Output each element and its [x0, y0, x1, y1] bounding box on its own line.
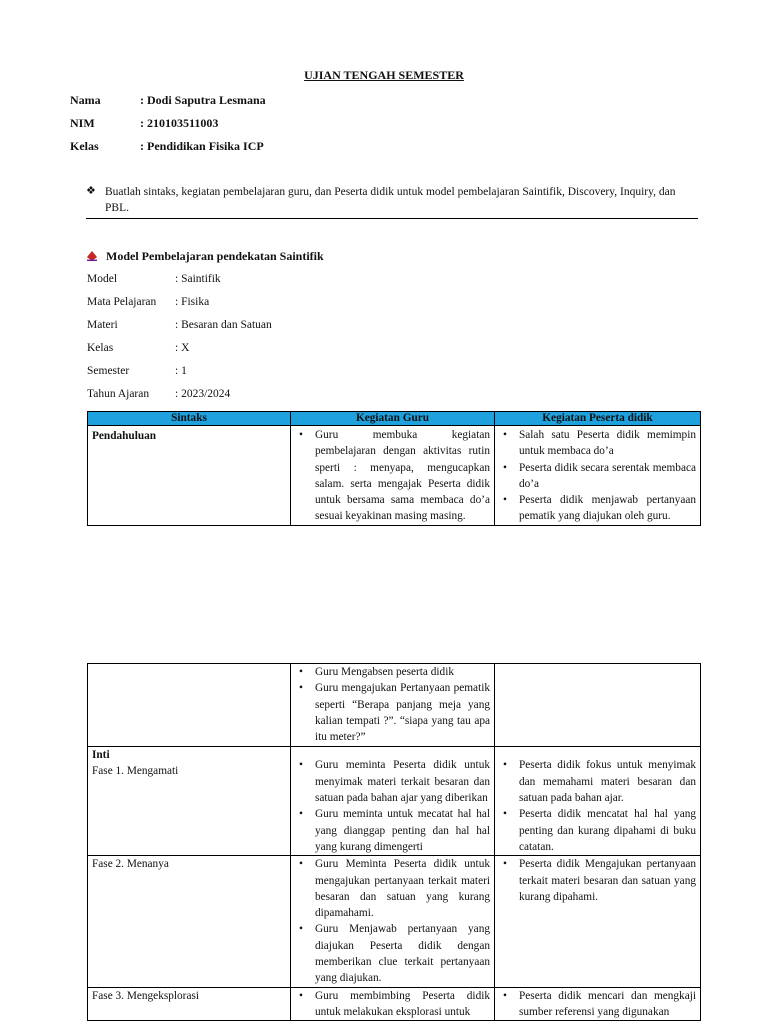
- list-item: • Guru mengajukan Pertanyaan pematik seperti “Berapa panjang meja yang kalian tempati ?”. “siapa yang tau apa itu meter?”: [315, 680, 490, 745]
- identity-value-nim: : 210103511003: [140, 116, 219, 130]
- guru-cell: [291, 664, 495, 747]
- meta-label-semester: Semester: [87, 365, 130, 377]
- phase-label: Fase 3. Mengeksplorasi: [92, 989, 199, 1002]
- meta-value-kelas: : X: [175, 342, 190, 354]
- stage-cell: [88, 856, 291, 987]
- guru-cell: [291, 747, 495, 856]
- list-item: • Guru membimbing Peserta didik untuk melakukan eksplorasi untuk: [315, 988, 490, 1021]
- syntax-table: [87, 411, 701, 526]
- siswa-cell: [495, 856, 701, 987]
- meta-value-model: : Saintifik: [175, 273, 221, 285]
- table-row: [88, 987, 701, 1021]
- identity-value-nama: : Dodi Saputra Lesmana: [140, 93, 266, 107]
- table-row: [88, 747, 701, 856]
- header-sintaks: Sintaks: [88, 412, 291, 426]
- siswa-cell: [495, 664, 701, 747]
- stage-cell: [88, 664, 291, 747]
- page-title: UJIAN TENGAH SEMESTER: [304, 68, 464, 82]
- list-item: • Peserta didik mencari dan mengkaji sumber referensi yang digunakan: [519, 988, 696, 1021]
- model-heading: [87, 249, 324, 264]
- meta-label-kelas: Kelas: [87, 342, 114, 354]
- guru-cell: [291, 856, 495, 987]
- stage-cell: [88, 747, 291, 856]
- meta-value-materi: : Besaran dan Satuan: [175, 319, 272, 331]
- red-diamond-bullet-icon: [87, 250, 97, 260]
- meta-label-materi: Materi: [87, 319, 118, 331]
- header-kegiatan-guru: Kegiatan Guru: [291, 412, 495, 426]
- meta-value-mapel: : Fisika: [175, 296, 210, 308]
- table-header-row: [88, 412, 701, 426]
- stage-label: Inti: [92, 749, 110, 762]
- guru-cell: [291, 426, 495, 526]
- phase-label: Fase 1. Mengamati: [92, 765, 179, 778]
- list-item: • Guru meminta untuk mecatat hal hal yang dianggap penting dan hal hal yang kurang dimengerti: [315, 806, 490, 855]
- diamond-bullet-icon: ❖: [86, 185, 96, 197]
- list-item: • Guru Mengabsen peserta didik: [315, 664, 490, 680]
- meta-value-tahun: : 2023/2024: [175, 388, 231, 400]
- siswa-cell: [495, 426, 701, 526]
- siswa-cell: [495, 987, 701, 1021]
- list-item: • Guru meminta Peserta didik untuk menyimak materi terkait besaran dan satuan pada bahan ajar yang diberikan: [315, 757, 490, 806]
- identity-label-nim: NIM: [70, 116, 95, 130]
- model-heading-text: Model Pembelajaran pendekatan Saintifik: [106, 249, 324, 263]
- identity-value-kelas: : Pendidikan Fisika ICP: [140, 139, 264, 153]
- list-item: • Guru membuka kegiatan pembelajaran dengan aktivitas rutin sperti : menyapa, mengucapkan salam. serta mengajak Peserta didik untuk bersama sama membaca do’a sesuai keyakinan masing masing.: [315, 427, 490, 525]
- syntax-table-continued: [87, 663, 701, 1021]
- meta-label-model: Model: [87, 273, 118, 285]
- stage-cell: [88, 426, 291, 526]
- siswa-cell: [495, 747, 701, 856]
- table-row: [88, 856, 701, 987]
- list-item: • Salah satu Peserta didik memimpin untuk membaca do’a: [519, 427, 696, 460]
- table-row: [88, 426, 701, 526]
- list-item: • Guru Meminta Peserta didik untuk mengajukan pertanyaan terkait materi besaran dan satuan yang kurang dipamahami.: [315, 856, 490, 921]
- meta-value-semester: : 1: [175, 365, 187, 377]
- phase-label: Fase 2. Menanya: [92, 858, 169, 871]
- guru-cell: [291, 987, 495, 1021]
- task-text: Buatlah sintaks, kegiatan pembelajaran guru, dan Peserta didik untuk model pembelajaran Saintifik, Discovery, Inquiry, dan PBL.: [105, 186, 676, 214]
- identity-label-kelas: Kelas: [70, 139, 99, 153]
- stage-cell: [88, 987, 291, 1021]
- meta-label-tahun: Tahun Ajaran: [87, 388, 150, 400]
- list-item: • Peserta didik menjawab pertanyaan pematik yang diajukan oleh guru.: [519, 492, 696, 525]
- table-row: [88, 664, 701, 747]
- list-item: • Peserta didik Mengajukan pertanyaan terkait materi besaran dan satuan yang kurang dipahami.: [519, 856, 696, 905]
- stage-label: Pendahuluan: [92, 430, 157, 442]
- list-item: • Peserta didik secara serentak membaca do’a: [519, 460, 696, 493]
- meta-label-mapel: Mata Pelajaran: [87, 296, 157, 308]
- list-item: • Guru Menjawab pertanyaan yang diajukan Peserta didik dengan memberikan clue terkait pertanyaan yang diajukan.: [315, 921, 490, 986]
- header-kegiatan-peserta: Kegiatan Peserta didik: [495, 412, 701, 426]
- task-instruction: [86, 184, 698, 219]
- list-item: • Peserta didik fokus untuk menyimak dan memahami materi besaran dan satuan pada bahan ajar.: [519, 757, 696, 806]
- list-item: • Peserta didik mencatat hal hal yang penting dan kurang dipahami di buku catatan.: [519, 806, 696, 855]
- identity-label-nama: Nama: [70, 93, 101, 107]
